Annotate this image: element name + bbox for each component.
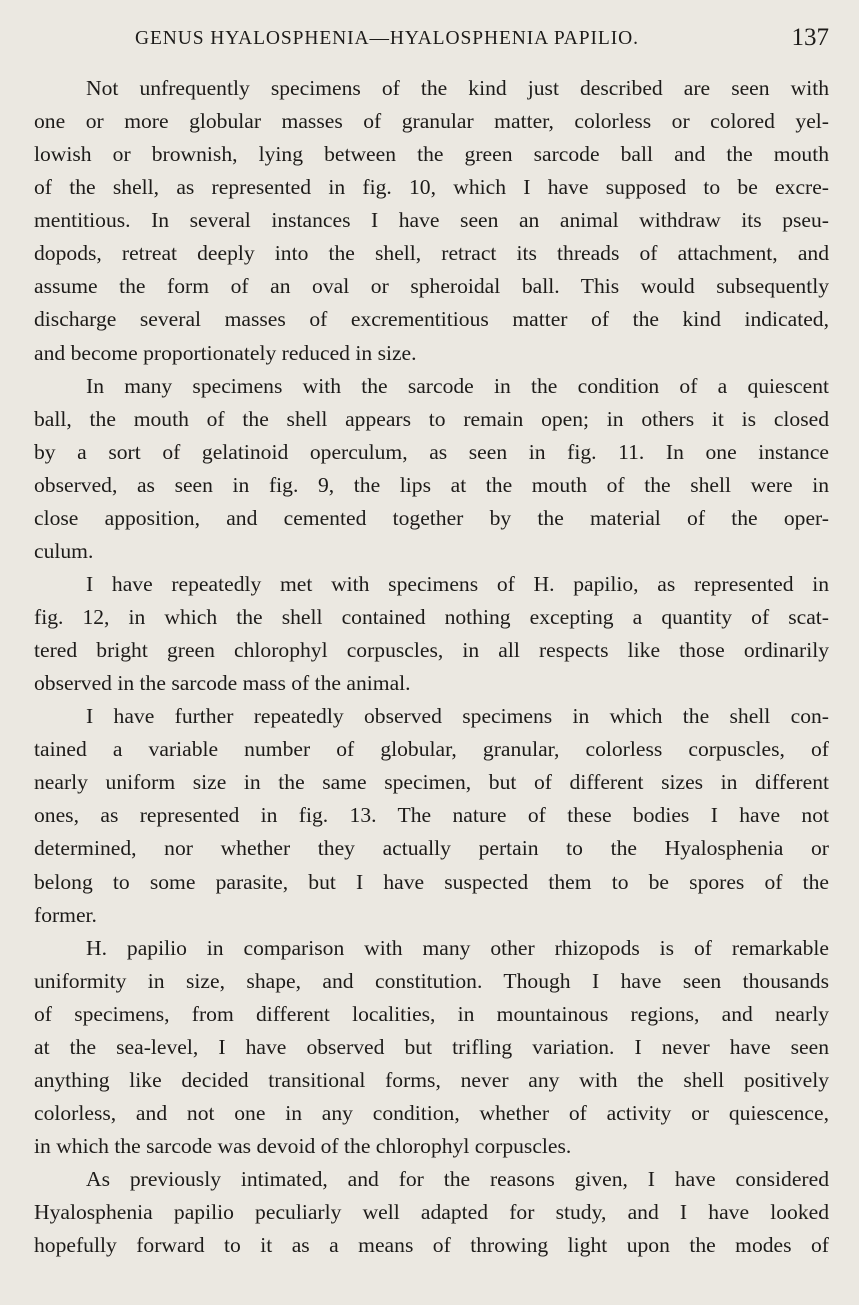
paragraph-3: [34, 568, 829, 700]
text-line: H. papilio in comparison with many other rhizopods is of remarkable: [86, 935, 829, 960]
text-line: discharge several masses of excrementitious matter of the kind indicated,: [34, 307, 829, 332]
body-text: [34, 72, 829, 1262]
text-line: close apposition, and cemented together by the material of the oper-: [34, 505, 829, 530]
text-line: tained a variable number of globular, granular, colorless corpuscles, of: [34, 737, 829, 762]
text-line: In many specimens with the sarcode in the condition of a quiescent: [86, 373, 829, 398]
text-line: As previously intimated, and for the reasons given, I have considered: [86, 1167, 829, 1192]
text-line: determined, nor whether they actually pertain to the Hyalosphenia or: [34, 836, 829, 861]
text-line: in which the sarcode was devoid of the chlorophyl corpuscles.: [34, 1134, 572, 1158]
text-line: of specimens, from different localities, in mountainous regions, and nearly: [34, 1001, 829, 1026]
text-line: observed, as seen in fig. 9, the lips at the mouth of the shell were in: [34, 472, 829, 497]
text-line: mentitious. In several instances I have seen an animal withdraw its pseu-: [34, 208, 829, 233]
text-line: lowish or brownish, lying between the green sarcode ball and the mouth: [34, 142, 829, 167]
text-line: Hyalosphenia papilio peculiarly well adapted for study, and I have looked: [34, 1200, 829, 1225]
text-line: colorless, and not one in any condition, whether of activity or quiescence,: [34, 1100, 829, 1125]
text-line: culum.: [34, 538, 94, 563]
text-line: I have further repeatedly observed specimens in which the shell con-: [86, 704, 829, 729]
text-line: former.: [34, 902, 97, 927]
text-line: of the shell, as represented in fig. 10, which I have supposed to be excre-: [34, 175, 829, 200]
paragraph-6: [34, 1163, 829, 1262]
text-line: assume the form of an oval or spheroidal ball. This would subsequently: [34, 274, 829, 299]
paragraph-1: [34, 72, 829, 370]
paragraph-4: [34, 700, 829, 931]
text-line: ball, the mouth of the shell appears to remain open; in others it is closed: [34, 406, 829, 431]
text-line: and become proportionately reduced in size.: [34, 340, 417, 365]
text-line: I have repeatedly met with specimens of H. papilio, as represented in: [86, 571, 829, 596]
text-line: tered bright green chlorophyl corpuscles, in all respects like those ordinarily: [34, 638, 829, 663]
text-line: anything like decided transitional forms, never any with the shell positively: [34, 1067, 829, 1092]
text-line: one or more globular masses of granular matter, colorless or colored yel-: [34, 109, 829, 134]
text-line: uniformity in size, shape, and constitution. Though I have seen thousands: [34, 968, 829, 993]
text-line: hopefully forward to it as a means of throwing light upon the modes of: [34, 1233, 829, 1258]
text-line: belong to some parasite, but I have suspected them to be spores of the: [34, 869, 829, 894]
text-line: nearly uniform size in the same specimen, but of different sizes in different: [34, 770, 829, 795]
text-line: at the sea-level, I have observed but trifling variation. I never have seen: [34, 1034, 829, 1059]
paragraph-5: [34, 932, 829, 1163]
paragraph-2: [34, 370, 829, 568]
text-line: dopods, retreat deeply into the shell, retract its threads of attachment, and: [34, 241, 829, 266]
page-number: 137: [791, 24, 829, 51]
page-header: [135, 24, 829, 56]
running-title: GENUS HYALOSPHENIA—HYALOSPHENIA PAPILIO.: [135, 28, 639, 49]
text-line: ones, as represented in fig. 13. The nature of these bodies I have not: [34, 803, 829, 828]
text-line: observed in the sarcode mass of the animal.: [34, 671, 411, 696]
text-line: Not unfrequently specimens of the kind just described are seen with: [86, 76, 829, 100]
text-line: fig. 12, in which the shell contained nothing excepting a quantity of scat-: [34, 605, 829, 629]
text-line: by a sort of gelatinoid operculum, as seen in fig. 11. In one instance: [34, 439, 829, 464]
